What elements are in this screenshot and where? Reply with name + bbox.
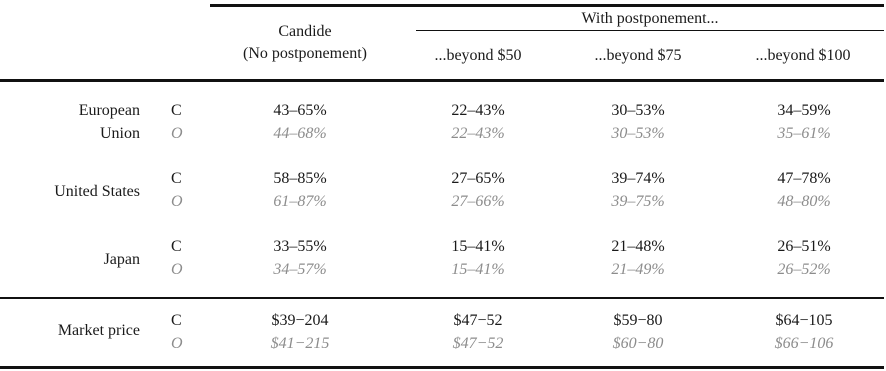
market-c-50: $47−52 <box>453 312 503 329</box>
japan-c-candide: 33–55% <box>273 238 327 255</box>
eu-c-candide: 43–65% <box>273 102 327 119</box>
japan-o-100: 26–52% <box>777 261 831 278</box>
col-beyond-75: ...beyond $75 <box>594 47 682 64</box>
us-c-100: 47–78% <box>777 170 831 187</box>
us-o-50: 27–66% <box>451 193 505 210</box>
market-rule <box>0 297 884 299</box>
market-c-tag: C <box>171 312 182 329</box>
eu-c-tag: C <box>171 102 182 119</box>
row-label-us: United States <box>54 183 140 200</box>
eu-c-75: 30–53% <box>611 102 665 119</box>
eu-c-100: 34–59% <box>777 102 831 119</box>
market-o-75: $60−80 <box>612 335 664 352</box>
japan-o-50: 15–41% <box>451 261 505 278</box>
eu-o-75: 30–53% <box>611 125 665 142</box>
candide-title: Candide <box>278 23 332 40</box>
japan-c-tag: C <box>171 238 182 255</box>
market-c-75: $59−80 <box>613 312 663 329</box>
us-o-100: 48–80% <box>777 193 831 210</box>
eu-o-tag: O <box>171 125 183 142</box>
us-c-50: 27–65% <box>451 170 505 187</box>
col-beyond-100: ...beyond $100 <box>755 47 851 64</box>
us-o-tag: O <box>171 193 183 210</box>
japan-o-candide: 34–57% <box>273 261 327 278</box>
japan-c-100: 26–51% <box>777 238 831 255</box>
eu-c-50: 22–43% <box>451 102 505 119</box>
us-c-tag: C <box>171 170 182 187</box>
japan-o-75: 21–49% <box>611 261 665 278</box>
eu-o-100: 35–61% <box>777 125 831 142</box>
us-c-75: 39–74% <box>611 170 665 187</box>
japan-o-tag: O <box>171 261 183 278</box>
eu-o-candide: 44–68% <box>273 125 327 142</box>
japan-c-75: 21–48% <box>611 238 665 255</box>
with-postponement-title: With postponement... <box>581 10 719 27</box>
top-rule <box>210 4 884 7</box>
market-c-candide: $39−204 <box>271 312 329 329</box>
header-rule <box>0 79 884 82</box>
with-postponement-underline <box>416 30 884 31</box>
market-c-100: $64−105 <box>775 312 833 329</box>
japan-c-50: 15–41% <box>451 238 505 255</box>
market-o-tag: O <box>171 335 183 352</box>
row-label-eu-line2: Union <box>100 125 140 142</box>
row-label-eu-line1: European <box>78 102 140 119</box>
us-c-candide: 58–85% <box>273 170 327 187</box>
eu-o-50: 22–43% <box>451 125 505 142</box>
row-label-market-price: Market price <box>57 322 140 339</box>
market-o-100: $66−106 <box>774 335 834 352</box>
row-label-japan: Japan <box>103 251 140 268</box>
us-o-75: 39–75% <box>611 193 665 210</box>
market-o-candide: $41−215 <box>270 335 330 352</box>
bottom-rule <box>0 366 884 369</box>
col-beyond-50: ...beyond $50 <box>434 47 522 64</box>
us-o-candide: 61–87% <box>273 193 327 210</box>
market-o-50: $47−52 <box>452 335 504 352</box>
candide-subtitle: (No postponement) <box>243 45 367 62</box>
